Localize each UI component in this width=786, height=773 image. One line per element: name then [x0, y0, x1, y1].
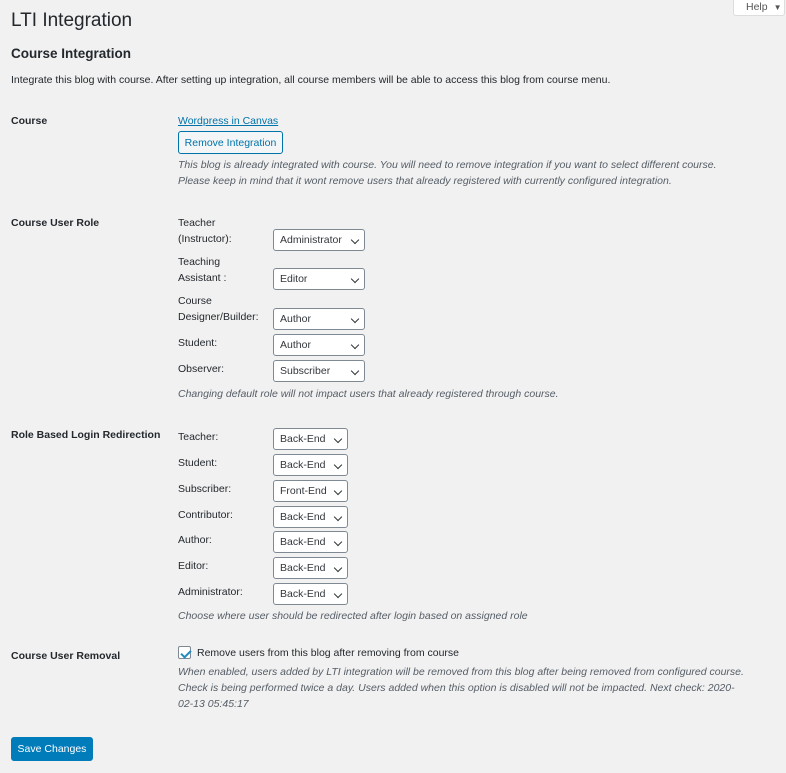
course-link[interactable]: Wordpress in Canvas — [178, 115, 279, 127]
role-course-designer-select[interactable]: Author — [273, 308, 365, 330]
role-teacher-label: Teacher (Instructor): — [178, 217, 232, 245]
redirection-label: Role Based Login Redirection — [11, 429, 161, 441]
chevron-down-icon — [334, 538, 342, 546]
course-description-line-1: This blog is already integrated with course. You will need to remove integration if you want to select different course. — [178, 159, 717, 171]
chevron-down-icon — [334, 513, 342, 521]
removal-description-line-2: Check is being performed twice a day. Users added when this option is disabled will not be impacted. Next check: 2020- — [178, 682, 735, 694]
chevron-down-icon — [351, 367, 359, 375]
redirection-description: Choose where user should be redirected after login based on assigned role — [178, 610, 528, 622]
redirect-student-label: Student: — [178, 457, 218, 469]
section-intro: Integrate this blog with course. After setting up integration, all course members will be able to access this blog from course menu. — [11, 74, 611, 86]
chevron-down-icon — [334, 590, 342, 598]
chevron-down-icon — [334, 435, 342, 443]
course-user-role-description: Changing default role will not impact users that already registered through course. — [178, 388, 559, 400]
chevron-down-icon — [334, 487, 342, 495]
redirect-contributor-label: Contributor: — [178, 509, 233, 521]
checkmark-icon — [180, 647, 191, 658]
page-title: LTI Integration — [11, 10, 133, 31]
course-description-line-2: Please keep in mind that it wont remove users that already registered with currently configured integration. — [178, 175, 672, 187]
chevron-down-icon — [351, 236, 359, 244]
caret-down-icon: ▼ — [773, 3, 782, 12]
redirect-subscriber-select[interactable]: Front-End — [273, 480, 348, 502]
role-observer-select[interactable]: Subscriber — [273, 360, 365, 382]
course-row-label: Course — [11, 115, 48, 127]
redirect-subscriber-label: Subscriber: — [178, 483, 232, 495]
role-teacher-select[interactable]: Administrator — [273, 229, 365, 251]
removal-description-line-3: 02-13 05:45:17 — [178, 698, 249, 710]
chevron-down-icon — [351, 341, 359, 349]
course-user-role-label: Course User Role — [11, 217, 100, 229]
redirect-contributor-select[interactable]: Back-End — [273, 506, 348, 528]
redirect-student-select[interactable]: Back-End — [273, 454, 348, 476]
role-observer-label: Observer: — [178, 363, 225, 375]
role-student-select[interactable]: Author — [273, 334, 365, 356]
redirect-author-select[interactable]: Back-End — [273, 531, 348, 553]
role-course-designer-label: Course Designer/Builder: — [178, 295, 259, 323]
removal-description-line-1: When enabled, users added by LTI integration will be removed from this blog after being removed from configured course. — [178, 666, 744, 678]
redirect-editor-label: Editor: — [178, 560, 209, 572]
section-title: Course Integration — [11, 46, 132, 61]
redirect-editor-select[interactable]: Back-End — [273, 557, 348, 579]
role-student-label: Student: — [178, 337, 218, 349]
chevron-down-icon — [351, 315, 359, 323]
redirect-administrator-select[interactable]: Back-End — [273, 583, 348, 605]
course-user-removal-label: Course User Removal — [11, 650, 121, 662]
redirect-teacher-select[interactable]: Back-End — [273, 428, 348, 450]
save-changes-button[interactable]: Save Changes — [11, 737, 93, 761]
chevron-down-icon — [351, 275, 359, 283]
help-tab-label: Help — [746, 1, 768, 13]
remove-users-checkbox-label[interactable]: Remove users from this blog after removing from course — [197, 647, 460, 659]
role-teaching-assistant-select[interactable]: Editor — [273, 268, 365, 290]
redirect-administrator-label: Administrator: — [178, 586, 243, 598]
chevron-down-icon — [334, 461, 342, 469]
remove-users-checkbox[interactable] — [178, 646, 191, 659]
redirect-teacher-label: Teacher: — [178, 431, 219, 443]
role-teaching-assistant-label: Teaching Assistant : — [178, 256, 227, 284]
chevron-down-icon — [334, 564, 342, 572]
remove-integration-button[interactable]: Remove Integration — [178, 131, 283, 154]
redirect-author-label: Author: — [178, 534, 212, 546]
help-tab[interactable] — [733, 0, 785, 16]
